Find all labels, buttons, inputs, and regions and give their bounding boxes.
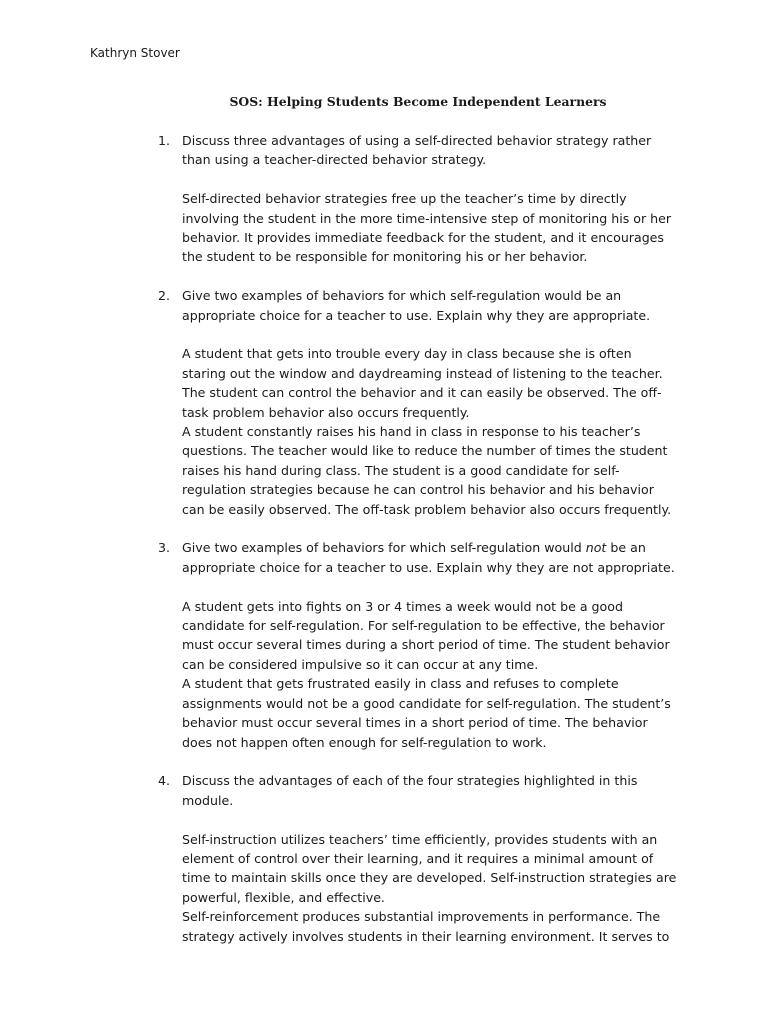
question-number: 2.: [158, 288, 171, 304]
prompt-text: Give two examples of behaviors for which self-regulation would: [182, 540, 586, 556]
question-list: [158, 131, 678, 946]
question-item-4: [158, 771, 678, 946]
question-prompt: Give two examples of behaviors for which self-regulation would be an appropriate choice for a teacher to use. Explain why they are appropriate.: [182, 288, 651, 323]
question-prompt: Discuss the advantages of each of the four strategies highlighted in this module.: [182, 773, 638, 808]
question-number: 1.: [158, 133, 171, 148]
answer-paragraph: A student that gets frustrated easily in class and refuses to complete assignments would not be a good candidate for self-regulation. The student’s behavior must occur several times in a short period of time. The behavior does not happen often enough for self-regulation to work.: [182, 676, 671, 750]
question-number: 3.: [158, 540, 171, 556]
document-title-text: SOS: Helping Students Become Independent Learners: [229, 94, 607, 109]
question-item-3: [158, 538, 678, 751]
question-item-1: [158, 131, 678, 267]
question-prompt: [182, 538, 678, 577]
answer-paragraph: A student gets into fights on 3 or 4 times a week would not be a good candidate for self-regulation. For self-regulation to be effective, the behavior must occur several times during a short period of time. The student behavior can be considered impulsive so it can occur at any time.: [182, 598, 670, 672]
prompt-emphasis: not: [585, 540, 607, 556]
answer-paragraph: Self-instruction utilizes teachers’ time efficiently, provides students with an element of control over their learning, and it requires a minimal amount of time to maintain skills once they are developed. Self-instruction strategies are powerful, flexible, and effective.: [182, 831, 677, 905]
author-name: Kathryn Stover: [90, 46, 180, 60]
answer-paragraph: A student that gets into trouble every day in class because she is often staring out the window and daydreaming instead of listening to the teacher. The student can control the behavior and it can easily be observed. The off-task problem behavior also occurs frequently.: [182, 346, 663, 420]
question-prompt: Discuss three advantages of using a self-directed behavior strategy rather than using a teacher-directed behavior strategy.: [182, 133, 652, 168]
prompt-text: be an appropriate choice for a teacher to use. Explain why they are not appropriate.: [182, 540, 675, 575]
answer-paragraph: Self-reinforcement produces substantial improvements in performance. The strategy actively involves students in their learning environment. It serves to: [182, 909, 670, 944]
answer-paragraph: Self-directed behavior strategies free up the teacher’s time by directly involving the student in the more time-intensive step of monitoring his or her behavior. It provides immediate feedback for the student, and it encourages the student to be responsible for monitoring his or her behavior.: [182, 191, 672, 265]
question-number: 4.: [158, 773, 171, 789]
question-item-2: [158, 286, 678, 519]
document-title: [0, 94, 768, 109]
answer-paragraph: A student constantly raises his hand in class in response to his teacher’s questions. The teacher would like to reduce the number of times the student raises his hand during class. The student is a good candidate for self-regulation strategies because he can control his behavior and his behavior can be easily observed. The off-task problem behavior also occurs frequently.: [182, 424, 672, 517]
